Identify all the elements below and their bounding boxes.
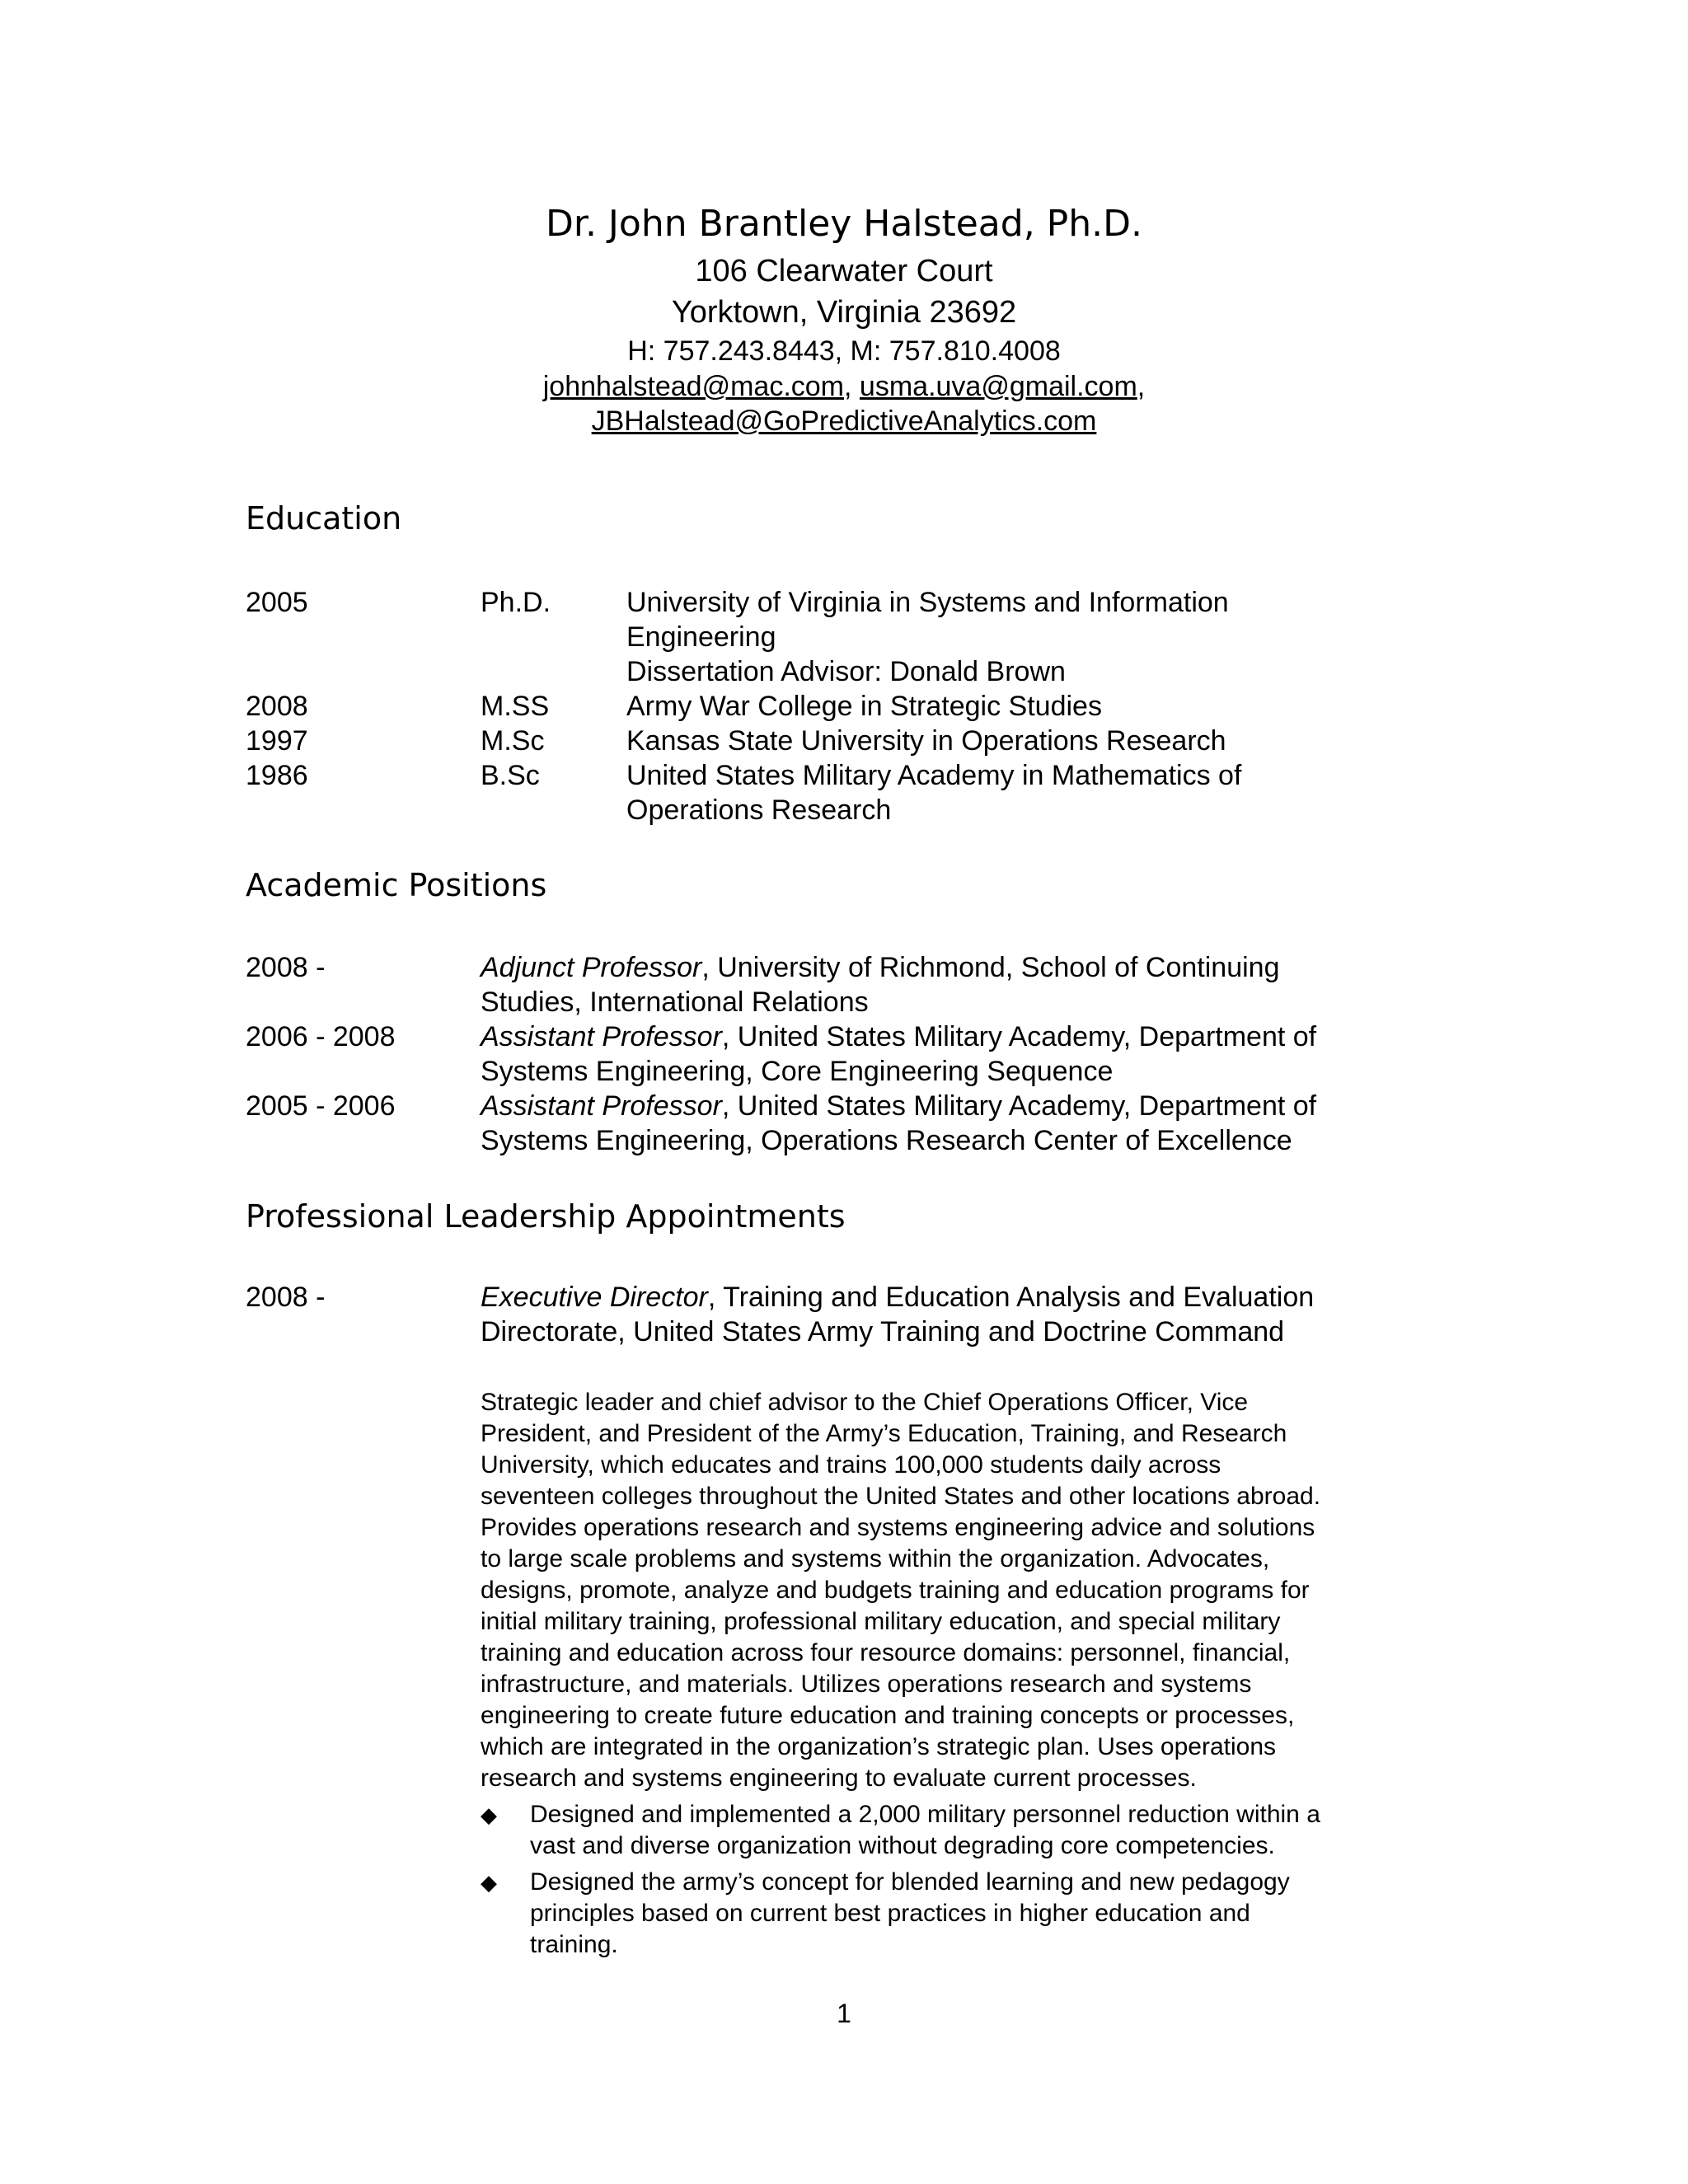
education-year: 1997 — [246, 725, 308, 757]
education-detail-line: Dissertation Advisor: Donald Brown — [626, 656, 1066, 687]
position-org: , University of Richmond, School of Continuing — [701, 952, 1280, 983]
education-detail — [626, 724, 1418, 758]
email-link-mac[interactable]: johnhalstead@mac.com — [542, 371, 845, 402]
address-line-1: 106 Clearwater Court — [695, 254, 993, 288]
position-org: , United States Military Academy, Department of — [721, 1021, 1317, 1052]
education-year: 2008 — [246, 691, 308, 722]
leadership-entry-tradoc — [246, 1280, 1441, 1349]
diamond-bullet-icon: ◆ — [481, 1870, 497, 1895]
bullet-item — [481, 1867, 1412, 1961]
description-line: Provides operations research and systems engineering advice and solutions — [481, 1514, 1315, 1541]
description-line: Strategic leader and chief advisor to the Chief Operations Officer, Vice — [481, 1389, 1249, 1416]
description-line: infrastructure, and materials. Utilizes operations research and systems — [481, 1671, 1252, 1698]
position-org-line2: Studies, International Relations — [481, 987, 869, 1018]
education-detail-line: Engineering — [626, 621, 776, 653]
leadership-list — [246, 1280, 1441, 1349]
diamond-bullet-icon: ◆ — [481, 1802, 497, 1827]
education-entry-msc — [246, 724, 1441, 758]
position-detail — [481, 950, 1428, 1019]
bullet-item — [481, 1799, 1412, 1862]
bullet-line: vast and diverse organization without degrading core competencies. — [530, 1832, 1275, 1859]
email-link-gopredictive[interactable]: JBHalstead@GoPredictiveAnalytics.com — [591, 405, 1097, 437]
position-role: Executive Director — [481, 1282, 708, 1313]
description-line: seventeen colleges throughout the United States and other locations abroad. — [481, 1483, 1321, 1510]
academic-entry-usma-core — [246, 1019, 1441, 1089]
description-line: training and education across four resource domains: personnel, financial, — [481, 1639, 1291, 1666]
section-title-education: Education — [246, 500, 402, 537]
position-role: Adjunct Professor — [481, 952, 702, 983]
email-line-2 — [0, 404, 1688, 438]
position-org: , Training and Education Analysis and Evaluation — [707, 1282, 1315, 1313]
bullet-line: Designed the army’s concept for blended learning and new pedagogy — [530, 1868, 1290, 1896]
education-degree: Ph.D. — [481, 587, 551, 618]
education-detail-line: Kansas State University in Operations Research — [626, 725, 1226, 757]
description-line: University, which educates and trains 100,000 students daily across — [481, 1451, 1221, 1479]
accomplishment-bullets — [481, 1799, 1412, 1961]
bullet-line: principles based on current best practices in higher education and — [530, 1900, 1250, 1927]
position-years: 2005 - 2006 — [246, 1090, 396, 1122]
phone-numbers: H: 757.243.8443, M: 757.810.4008 — [627, 335, 1061, 367]
address-line-2: Yorktown, Virginia 23692 — [671, 295, 1017, 330]
education-detail — [626, 585, 1418, 689]
academic-entry-richmond — [246, 950, 1441, 1019]
email-separator: , — [844, 371, 860, 402]
bullet-line: training. — [530, 1931, 618, 1958]
position-years: 2006 - 2008 — [246, 1021, 396, 1052]
education-degree: B.Sc — [481, 760, 540, 791]
position-years: 2008 - — [246, 1282, 326, 1313]
education-detail-line: Army War College in Strategic Studies — [626, 691, 1102, 722]
education-entry-mss — [246, 689, 1441, 724]
leadership-description — [481, 1387, 1412, 1961]
education-detail-line: Operations Research — [626, 794, 892, 826]
education-degree: M.SS — [481, 691, 550, 722]
description-line: engineering to create future education and training concepts or processes, — [481, 1702, 1295, 1729]
position-role: Assistant Professor — [481, 1021, 722, 1052]
description-line: which are integrated in the organization’s strategic plan. Uses operations — [481, 1733, 1277, 1760]
bullet-line: Designed and implemented a 2,000 military personnel reduction within a — [530, 1801, 1320, 1828]
position-org-line2: Systems Engineering, Core Engineering Sequence — [481, 1056, 1114, 1087]
email-line-1 — [0, 369, 1688, 404]
position-detail — [481, 1019, 1428, 1089]
education-year: 1986 — [246, 760, 308, 791]
education-detail-line: University of Virginia in Systems and Information — [626, 587, 1229, 618]
position-role: Assistant Professor — [481, 1090, 722, 1122]
education-entry-bsc — [246, 758, 1441, 827]
position-org-line2: Directorate, United States Army Training and Doctrine Command — [481, 1316, 1285, 1347]
academic-entry-usma-orce — [246, 1089, 1441, 1158]
education-detail — [626, 758, 1418, 827]
position-org: , United States Military Academy, Department of — [721, 1090, 1317, 1122]
education-year: 2005 — [246, 587, 308, 618]
position-detail — [481, 1089, 1428, 1158]
education-detail-line: United States Military Academy in Mathematics of — [626, 760, 1242, 791]
contact-header — [0, 198, 1688, 438]
position-detail — [481, 1280, 1428, 1349]
academic-positions-list — [246, 950, 1441, 1158]
description-line: designs, promote, analyze and budgets training and education programs for — [481, 1577, 1310, 1604]
education-degree: M.Sc — [481, 725, 545, 757]
position-org-line2: Systems Engineering, Operations Research Center of Excellence — [481, 1125, 1292, 1156]
section-title-leadership: Professional Leadership Appointments — [246, 1198, 846, 1235]
description-line: initial military training, professional military education, and special military — [481, 1608, 1281, 1635]
email-trailing-comma: , — [1137, 371, 1146, 402]
section-title-academic-positions: Academic Positions — [246, 867, 547, 903]
education-list — [246, 585, 1441, 827]
education-entry-phd — [246, 585, 1441, 689]
position-years: 2008 - — [246, 952, 326, 983]
description-line: to large scale problems and systems within the organization. Advocates, — [481, 1545, 1270, 1572]
description-line: President, and President of the Army’s Education, Training, and Research — [481, 1420, 1287, 1447]
description-line: research and systems engineering to evaluate current processes. — [481, 1765, 1197, 1792]
email-link-gmail[interactable]: usma.uva@gmail.com — [859, 371, 1137, 402]
education-detail — [626, 689, 1418, 724]
page-number: 1 — [837, 1999, 851, 2028]
candidate-name: Dr. John Brantley Halstead, Ph.D. — [546, 203, 1142, 245]
